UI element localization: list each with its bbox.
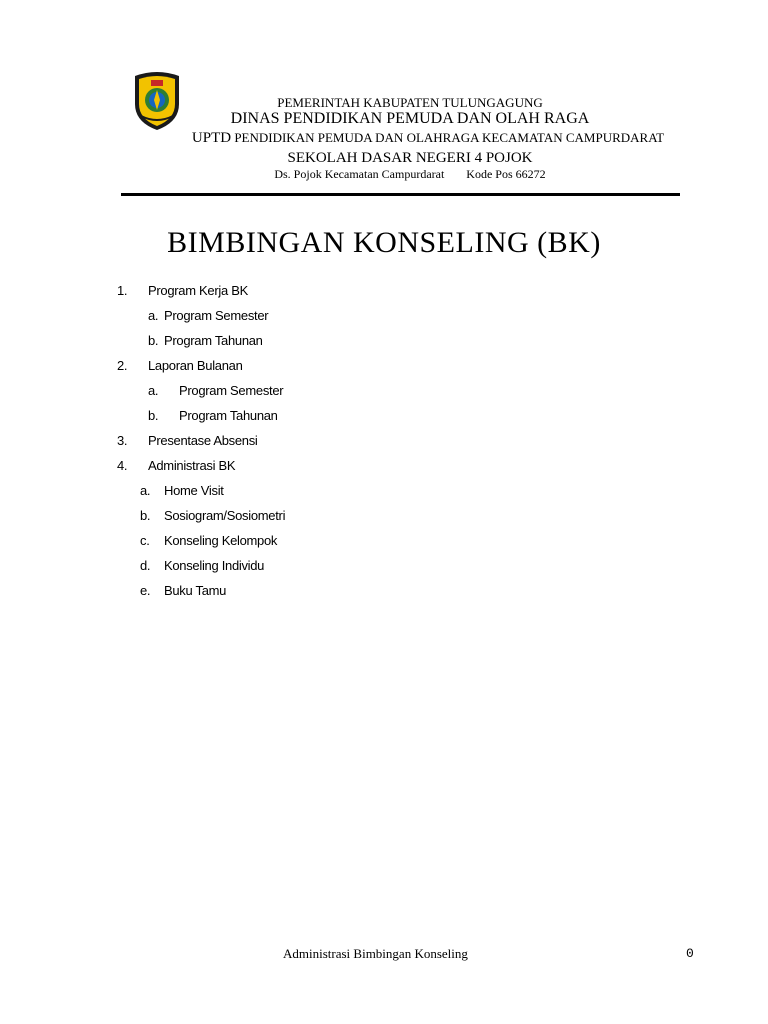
footer-text: Administrasi Bimbingan Konseling [283, 946, 468, 961]
list-marker: a. [140, 483, 151, 498]
list-item: Program Tahunan [164, 333, 263, 348]
header-postcode: Kode Pos 66272 [466, 167, 546, 181]
list-item: Program Semester [164, 308, 269, 323]
page-title: BIMBINGAN KONSELING (BK) [167, 226, 601, 259]
list-marker: e. [140, 583, 151, 598]
list-item: Konseling Individu [164, 558, 265, 573]
list-marker: 3. [117, 433, 128, 448]
list-marker: a. [148, 308, 159, 323]
list-marker: b. [140, 508, 151, 523]
header-address: Ds. Pojok Kecamatan Campurdarat [274, 167, 445, 181]
header-uptd-rest: PENDIDIKAN PEMUDA DAN OLAHRAGA KECAMATAN CAMPURDARAT [234, 130, 665, 145]
list-marker: 2. [117, 358, 128, 373]
list-item: Presentase Absensi [148, 433, 258, 448]
list-item: Sosiogram/Sosiometri [164, 508, 286, 523]
list-item: Home Visit [164, 483, 224, 498]
header-government: PEMERINTAH KABUPATEN TULUNGAGUNG [277, 95, 543, 110]
list-item: Buku Tamu [164, 583, 227, 598]
list-marker: c. [140, 533, 150, 548]
header-address-line [26, 167, 768, 182]
list-item: Program Tahunan [179, 408, 278, 423]
list-marker: d. [140, 558, 151, 573]
list-marker: 4. [117, 458, 128, 473]
header-uptd [44, 130, 768, 147]
list-marker: 1. [117, 283, 128, 298]
list-marker: a. [148, 383, 159, 398]
page-number: 0 [686, 946, 694, 961]
list-item: Administrasi BK [148, 458, 236, 473]
header-department: DINAS PENDIDIKAN PEMUDA DAN OLAH RAGA [230, 110, 590, 127]
header-school: SEKOLAH DASAR NEGERI 4 POJOK [287, 150, 533, 166]
list-marker: b. [148, 333, 159, 348]
list-item: Program Semester [179, 383, 284, 398]
list-item: Laporan Bulanan [148, 358, 243, 373]
list-item: Konseling Kelompok [164, 533, 278, 548]
header-divider [121, 193, 680, 196]
list-item: Program Kerja BK [148, 283, 248, 298]
header-uptd-prefix: UPTD [191, 130, 232, 146]
list-marker: b. [148, 408, 159, 423]
